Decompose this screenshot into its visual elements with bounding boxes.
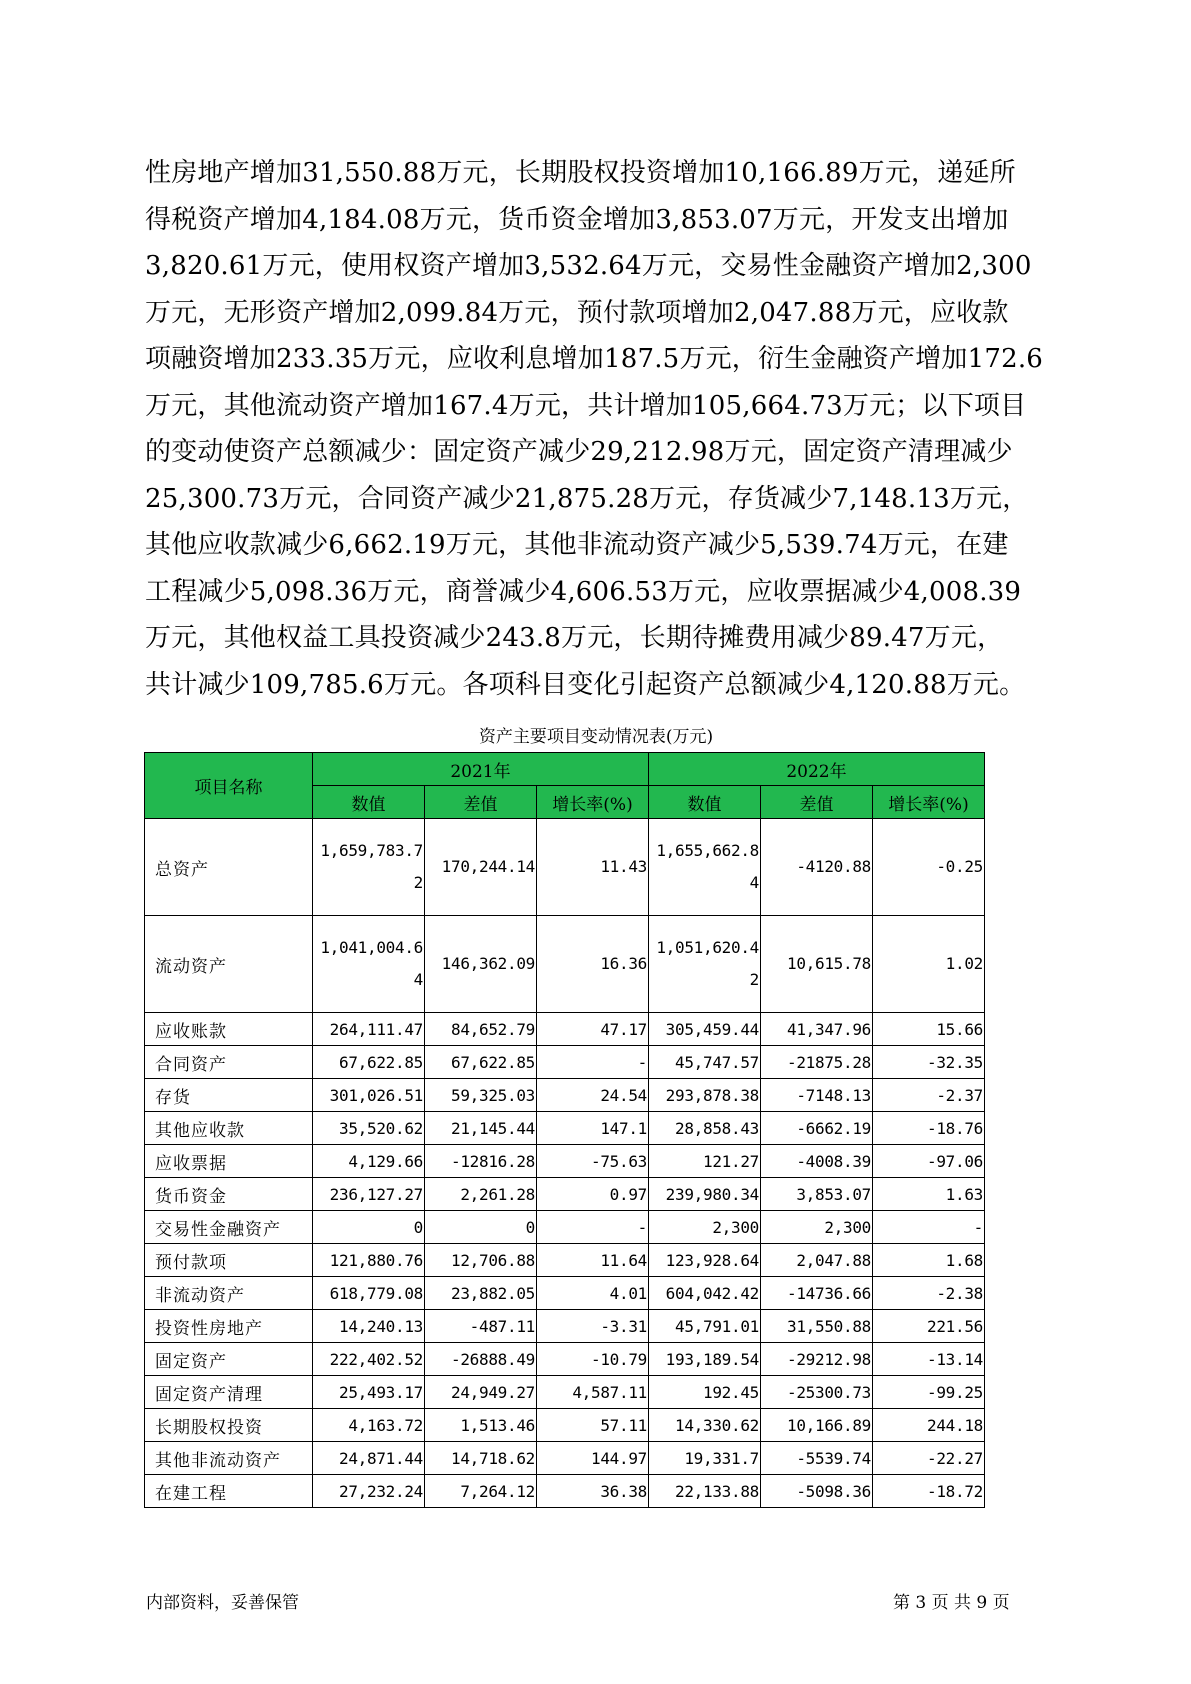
row-cell-v2021: 25,493.17 (313, 1376, 425, 1409)
row-cell-d2022: -25300.73 (761, 1376, 873, 1409)
row-cell-d2021: -26888.49 (425, 1343, 537, 1376)
row-cell-g2021: 147.1 (537, 1112, 649, 1145)
row-cell-v2022: 193,189.54 (649, 1343, 761, 1376)
row-cell-d2022: 3,853.07 (761, 1178, 873, 1211)
row-cell-g2021: 4,587.11 (537, 1376, 649, 1409)
row-cell-g2022: -18.76 (873, 1112, 985, 1145)
paragraph-line: 万元，其他流动资产增加167.4万元，共计增加105,664.73万元；以下项目 (145, 390, 1027, 421)
row-cell-g2021: 24.54 (537, 1079, 649, 1112)
row-cell-d2022: 31,550.88 (761, 1310, 873, 1343)
row-cell-d2021: 59,325.03 (425, 1079, 537, 1112)
row-item-name: 其他应收款 (145, 1112, 313, 1145)
row-item-name: 在建工程 (145, 1475, 313, 1508)
table-row (145, 1145, 985, 1178)
row-cell-v2022: 2,300 (649, 1211, 761, 1244)
row-cell-d2021: 1,513.46 (425, 1409, 537, 1442)
table-row (145, 1343, 985, 1376)
table-row (145, 1310, 985, 1343)
row-cell-g2021: -10.79 (537, 1343, 649, 1376)
row-cell-d2022: -14736.66 (761, 1277, 873, 1310)
row-item-name: 非流动资产 (145, 1277, 313, 1310)
table-row (145, 1277, 985, 1310)
row-cell-g2021: 47.17 (537, 1013, 649, 1046)
difference-header: 差值 (761, 786, 873, 819)
row-cell-d2021: 12,706.88 (425, 1244, 537, 1277)
growth-rate-header: 增长率(%) (873, 786, 985, 819)
row-cell-g2022: - (873, 1211, 985, 1244)
row-cell-g2022: -99.25 (873, 1376, 985, 1409)
row-item-name: 存货 (145, 1079, 313, 1112)
row-item-name: 固定资产 (145, 1343, 313, 1376)
row-cell-v2021: 4,129.66 (313, 1145, 425, 1178)
row-cell-d2022: -29212.98 (761, 1343, 873, 1376)
table-row (145, 1409, 985, 1442)
table-row (145, 1244, 985, 1277)
row-cell-d2022: 2,300 (761, 1211, 873, 1244)
row-cell-v2021: 222,402.52 (313, 1343, 425, 1376)
row-cell-g2022: -13.14 (873, 1343, 985, 1376)
row-cell-d2022: -5539.74 (761, 1442, 873, 1475)
table-row (145, 1079, 985, 1112)
row-cell-g2022: 244.18 (873, 1409, 985, 1442)
row-cell-g2021: 4.01 (537, 1277, 649, 1310)
paragraph-line: 3,820.61万元，使用权资产增加3,532.64万元，交易性金融资产增加2,300 (145, 251, 1032, 281)
row-cell-g2022: -0.25 (873, 819, 985, 916)
paragraph-line: 25,300.73万元，合同资产减少21,875.28万元，存货减少7,148.13万元， (145, 483, 1029, 514)
row-cell-d2021: 67,622.85 (425, 1046, 537, 1079)
value-header: 数值 (649, 786, 761, 819)
growth-rate-header: 增长率(%) (537, 786, 649, 819)
row-cell-d2021: 170,244.14 (425, 819, 537, 916)
table-row (145, 819, 985, 916)
row-cell-g2021: 11.43 (537, 819, 649, 916)
row-cell-g2022: 15.66 (873, 1013, 985, 1046)
body-paragraph (145, 150, 1065, 708)
row-cell-g2021: 36.38 (537, 1475, 649, 1508)
year-2022-header: 2022年 (649, 753, 985, 786)
paragraph-line: 项融资增加233.35万元，应收利息增加187.5万元，衍生金融资产增加172.6 (145, 344, 1044, 374)
value-header: 数值 (313, 786, 425, 819)
row-cell-d2022: -6662.19 (761, 1112, 873, 1145)
row-cell-d2022: -5098.36 (761, 1475, 873, 1508)
paragraph-line: 万元，其他权益工具投资减少243.8万元，长期待摊费用减少89.47万元， (145, 623, 1004, 653)
paragraph-line: 工程减少5,098.36万元，商誉减少4,606.53万元，应收票据减少4,008.39 (145, 576, 1022, 607)
row-cell-v2021: 301,026.51 (313, 1079, 425, 1112)
row-cell-g2022: 1.02 (873, 916, 985, 1013)
row-cell-v2022: 123,928.64 (649, 1244, 761, 1277)
year-2021-header: 2021年 (313, 753, 649, 786)
row-cell-v2021: 264,111.47 (313, 1013, 425, 1046)
row-cell-g2022: -32.35 (873, 1046, 985, 1079)
row-cell-d2022: 2,047.88 (761, 1244, 873, 1277)
row-cell-g2022: 1.68 (873, 1244, 985, 1277)
row-cell-v2021: 14,240.13 (313, 1310, 425, 1343)
row-item-name: 预付款项 (145, 1244, 313, 1277)
row-cell-v2021: 4,163.72 (313, 1409, 425, 1442)
row-cell-v2022: 28,858.43 (649, 1112, 761, 1145)
row-cell-g2021: - (537, 1211, 649, 1244)
row-cell-d2022: -4120.88 (761, 819, 873, 916)
row-cell-d2022: -7148.13 (761, 1079, 873, 1112)
row-cell-d2021: 23,882.05 (425, 1277, 537, 1310)
row-item-name: 其他非流动资产 (145, 1442, 313, 1475)
row-cell-g2021: - (537, 1046, 649, 1079)
row-cell-d2022: -21875.28 (761, 1046, 873, 1079)
row-cell-g2022: 1.63 (873, 1178, 985, 1211)
row-item-name: 流动资产 (145, 916, 313, 1013)
paragraph-line: 性房地产增加31,550.88万元，长期股权投资增加10,166.89万元，递延所 (145, 158, 1016, 188)
row-item-name: 应收账款 (145, 1013, 313, 1046)
table-row (145, 1046, 985, 1079)
row-cell-g2021: -3.31 (537, 1310, 649, 1343)
row-item-name: 固定资产清理 (145, 1376, 313, 1409)
row-cell-d2022: -4008.39 (761, 1145, 873, 1178)
row-item-name: 合同资产 (145, 1046, 313, 1079)
row-cell-d2022: 10,615.78 (761, 916, 873, 1013)
row-item-name: 投资性房地产 (145, 1310, 313, 1343)
table-caption: 资产主要项目变动情况表(万元) (478, 727, 714, 747)
paragraph-line: 其他应收款减少6,662.19万元，其他非流动资产减少5,539.74万元，在建 (145, 530, 1009, 560)
row-cell-v2022: 239,980.34 (649, 1178, 761, 1211)
row-item-name: 长期股权投资 (145, 1409, 313, 1442)
row-cell-d2021: 14,718.62 (425, 1442, 537, 1475)
paragraph-line: 万元，无形资产增加2,099.84万元，预付款项增加2,047.88万元，应收款 (145, 297, 1009, 328)
row-cell-g2022: -2.37 (873, 1079, 985, 1112)
row-cell-g2021: -75.63 (537, 1145, 649, 1178)
row-cell-v2022: 121.27 (649, 1145, 761, 1178)
row-item-name: 货币资金 (145, 1178, 313, 1211)
table-row (145, 1178, 985, 1211)
row-cell-v2021: 24,871.44 (313, 1442, 425, 1475)
row-item-name: 交易性金融资产 (145, 1211, 313, 1244)
paragraph-line: 的变动使资产总额减少：固定资产减少29,212.98万元，固定资产清理减少 (145, 437, 1013, 467)
row-cell-v2021: 121,880.76 (313, 1244, 425, 1277)
row-cell-g2021: 144.97 (537, 1442, 649, 1475)
row-cell-d2022: 10,166.89 (761, 1409, 873, 1442)
row-cell-d2021: 84,652.79 (425, 1013, 537, 1046)
footer-confidential-note: 内部资料，妥善保管 (146, 1593, 299, 1613)
table-row (145, 1442, 985, 1475)
row-cell-v2021: 236,127.27 (313, 1178, 425, 1211)
row-cell-d2021: 2,261.28 (425, 1178, 537, 1211)
row-cell-v2022: 45,791.01 (649, 1310, 761, 1343)
table-row (145, 1475, 985, 1508)
row-cell-d2021: 7,264.12 (425, 1475, 537, 1508)
row-cell-g2022: -22.27 (873, 1442, 985, 1475)
paragraph-line: 得税资产增加4,184.08万元，货币资金增加3,853.07万元，开发支出增加 (145, 204, 1009, 235)
row-cell-d2021: 0 (425, 1211, 537, 1244)
paragraph-line: 共计减少109,785.6万元。各项科目变化引起资产总额减少4,120.88万元。 (145, 669, 1026, 700)
table-row (145, 1013, 985, 1046)
row-cell-v2022: 19,331.7 (649, 1442, 761, 1475)
difference-header: 差值 (425, 786, 537, 819)
row-cell-g2021: 57.11 (537, 1409, 649, 1442)
row-cell-v2022: 22,133.88 (649, 1475, 761, 1508)
row-cell-v2022: 1,655,662.84 (649, 819, 761, 916)
row-cell-g2021: 0.97 (537, 1178, 649, 1211)
asset-change-table (144, 752, 985, 1508)
row-cell-v2022: 305,459.44 (649, 1013, 761, 1046)
row-cell-v2021: 67,622.85 (313, 1046, 425, 1079)
row-cell-v2022: 604,042.42 (649, 1277, 761, 1310)
footer-page-number: 第 3 页 共 9 页 (893, 1593, 1010, 1613)
row-cell-d2021: -12816.28 (425, 1145, 537, 1178)
row-cell-d2021: 21,145.44 (425, 1112, 537, 1145)
table-row (145, 1211, 985, 1244)
row-cell-g2022: -18.72 (873, 1475, 985, 1508)
row-cell-g2022: -97.06 (873, 1145, 985, 1178)
row-cell-g2022: -2.38 (873, 1277, 985, 1310)
row-cell-v2022: 192.45 (649, 1376, 761, 1409)
row-cell-v2021: 0 (313, 1211, 425, 1244)
row-cell-v2022: 293,878.38 (649, 1079, 761, 1112)
row-cell-v2022: 14,330.62 (649, 1409, 761, 1442)
row-cell-g2022: 221.56 (873, 1310, 985, 1343)
row-cell-v2021: 1,041,004.64 (313, 916, 425, 1013)
row-cell-d2022: 41,347.96 (761, 1013, 873, 1046)
row-cell-v2021: 35,520.62 (313, 1112, 425, 1145)
row-cell-v2022: 45,747.57 (649, 1046, 761, 1079)
item-name-header: 项目名称 (145, 753, 313, 819)
row-cell-v2021: 27,232.24 (313, 1475, 425, 1508)
row-cell-v2022: 1,051,620.42 (649, 916, 761, 1013)
row-cell-v2021: 1,659,783.72 (313, 819, 425, 916)
row-cell-d2021: -487.11 (425, 1310, 537, 1343)
row-item-name: 总资产 (145, 819, 313, 916)
row-cell-g2021: 16.36 (537, 916, 649, 1013)
row-cell-d2021: 24,949.27 (425, 1376, 537, 1409)
row-cell-g2021: 11.64 (537, 1244, 649, 1277)
row-cell-v2021: 618,779.08 (313, 1277, 425, 1310)
table-row (145, 1112, 985, 1145)
table-row (145, 916, 985, 1013)
row-cell-d2021: 146,362.09 (425, 916, 537, 1013)
table-row (145, 1376, 985, 1409)
row-item-name: 应收票据 (145, 1145, 313, 1178)
